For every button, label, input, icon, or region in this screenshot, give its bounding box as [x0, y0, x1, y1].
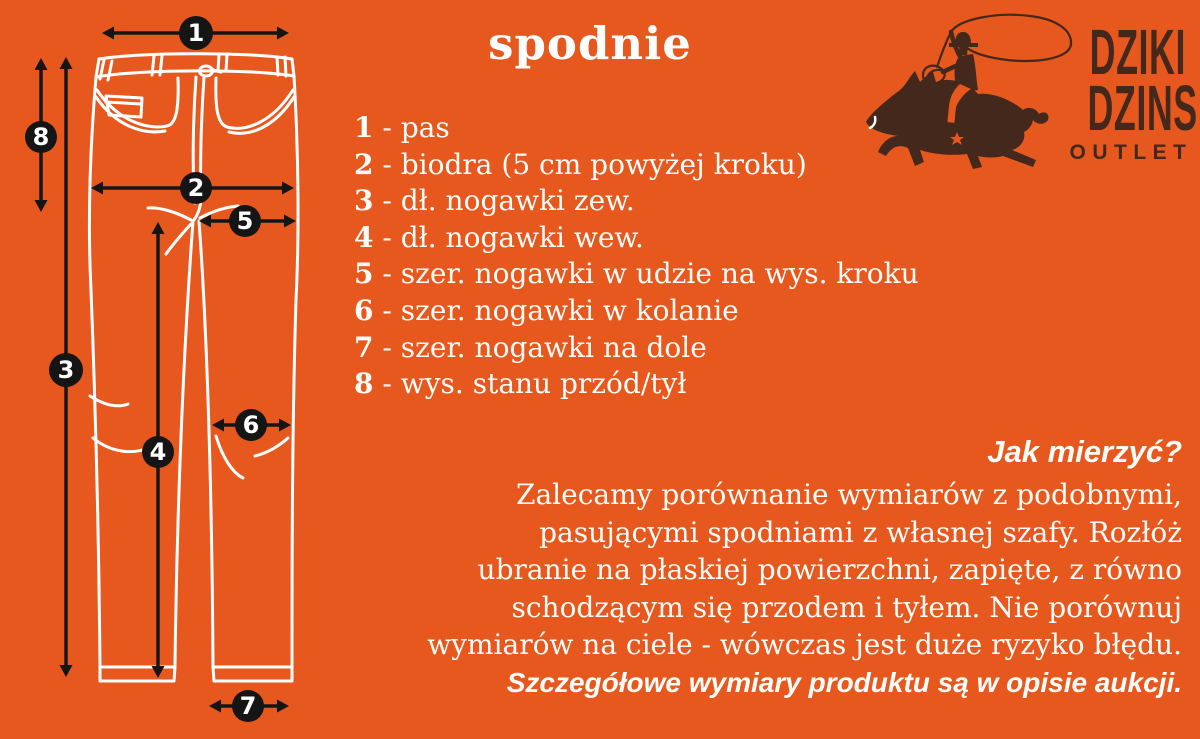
measurement-badge-2 — [180, 172, 212, 204]
legend-item: 6 - szer. nogawki w kolanie — [354, 293, 739, 327]
page-title: spodnie — [488, 17, 692, 70]
brand-logo-line2: DZINS — [1087, 72, 1198, 144]
legend-item: 1 - pas — [354, 111, 450, 144]
legend-item: 3 - dł. nogawki zew. — [354, 184, 635, 218]
how-to-heading: Jak mierzyć? — [987, 434, 1182, 469]
svg-text:3: 3 — [57, 356, 75, 384]
measurement-badge-3 — [49, 353, 83, 387]
how-to-line: ubranie na płaskiej powierzchni, zapięte, z równo — [477, 553, 1182, 586]
svg-text:7: 7 — [239, 692, 257, 720]
pants-measurement-diagram — [0, 0, 340, 739]
svg-text:4: 4 — [149, 438, 167, 466]
svg-text:2: 2 — [187, 174, 205, 202]
how-to-measure-section — [342, 434, 1182, 701]
how-to-line: wymiarów na ciele - wówczas jest duże ryzyko błędu. — [427, 628, 1182, 661]
jeans-outline-drawing — [89, 54, 298, 681]
svg-text:5: 5 — [236, 207, 254, 235]
measurement-badge-5 — [229, 205, 261, 237]
measurement-legend — [354, 110, 919, 403]
legend-item: 4 - dł. nogawki wew. — [354, 220, 644, 254]
legend-item: 2 - biodra (5 cm powyżej kroku) — [354, 147, 807, 181]
measurement-badge-8 — [25, 121, 57, 153]
svg-text:1: 1 — [187, 19, 205, 47]
svg-text:6: 6 — [242, 411, 260, 439]
brand-logo-line1: DZIKI — [1089, 16, 1186, 88]
measurement-badge-4 — [142, 436, 174, 468]
legend-item: 7 - szer. nogawki na dole — [354, 330, 707, 364]
how-to-line: schodzącym się przodem i tyłem. Nie porównuj — [511, 590, 1182, 624]
measurement-badge-6 — [235, 409, 267, 441]
how-to-emphasis: Szczegółowe wymiary produktu są w opisie aukcji. — [506, 666, 1182, 698]
legend-item: 5 - szer. nogawki w udzie na wys. kroku — [354, 257, 919, 291]
how-to-line: pasującymi spodniami z własnej szafy. Rozłóż — [539, 515, 1182, 549]
brand-logo-line3: OUTLET — [1069, 141, 1193, 164]
measurement-badge-1 — [179, 16, 213, 50]
svg-text:8: 8 — [32, 123, 50, 151]
how-to-line: Zalecamy porównanie wymiarów z podobnymi, — [516, 478, 1182, 511]
legend-item: 8 - wys. stanu przód/tył — [354, 367, 687, 401]
measurement-badge-7 — [232, 690, 264, 722]
brand-logo — [1010, 16, 1198, 165]
